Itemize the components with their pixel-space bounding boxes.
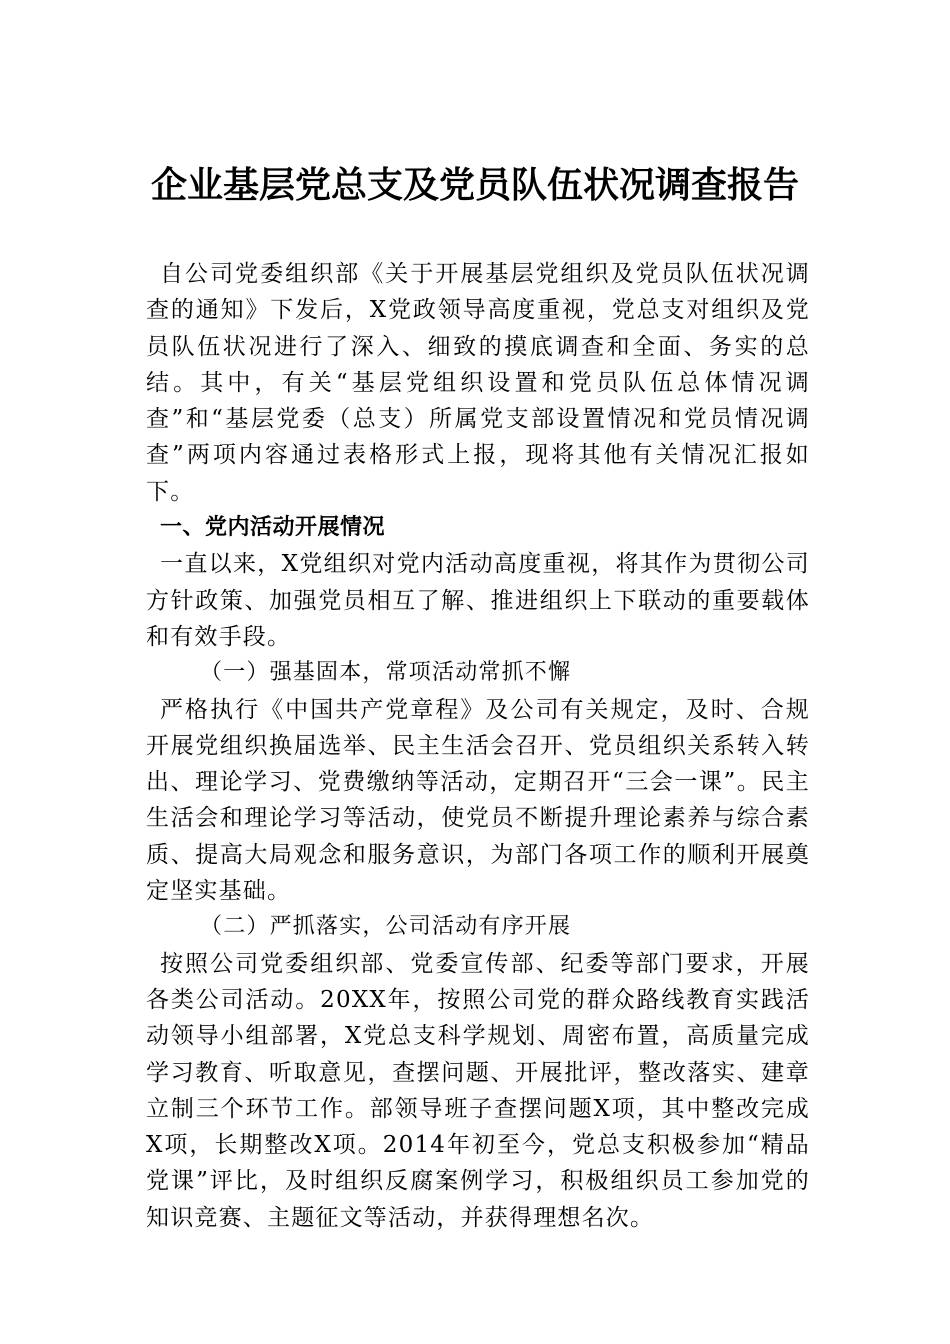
- section-intro-paragraph: 一直以来，X党组织对党内活动高度重视，将其作为贯彻公司方针政策、加强党员相互了解、推进组织上下联动的重要载体和有效手段。: [146, 551, 810, 650]
- subsection-paragraph-2: 按照公司党委组织部、党委宣传部、纪委等部门要求，开展各类公司活动。20XX年，按照公司党的群众路线教育实践活动领导小组部署，X党总支科学规划、周密布置，高质量完成学习教育、听取意见，查摆问题、开展批评，整改落实、建章立制三个环节工作。部领导班子查摆问题X项，其中整改完成X项，长期整改X项。2014年初至今，党总支积极参加“精品党课”评比，及时组织反腐案例学习，积极组织员工参加党的知识竞赛、主题征文等活动，并获得理想名次。: [146, 950, 810, 1231]
- document-title: 企业基层党总支及党员队伍状况调查报告: [150, 165, 799, 206]
- document-body: [146, 256, 810, 1236]
- section-heading-party-activities: 一、党内活动开展情况: [160, 515, 386, 541]
- intro-paragraph: 自公司党委组织部《关于开展基层党组织及党员队伍状况调查的通知》下发后，X党政领导高度重视，党总支对组织及党员队伍状况进行了深入、细致的摸底调查和全面、务实的总结。其中，有关“基层党组织设置和党员队伍总体情况调查”和“基层党委（总支）所属党支部设置情况和党员情况调查”两项内容通过表格形式上报，现将其他有关情况汇报如下。: [146, 261, 810, 505]
- subsection-heading-2: （二）严抓落实，公司活动有序开展: [200, 914, 572, 940]
- subsection-heading-1: （一）强基固本，常项活动常抓不懈: [200, 660, 572, 686]
- subsection-paragraph-1: 严格执行《中国共产党章程》及公司有关规定，及时、合规开展党组织换届选举、民主生活会召开、党员组织关系转入转出、理论学习、党费缴纳等活动，定期召开“三会一课”。民主生活会和理论学习等活动，使党员不断提升理论素养与综合素质、提高大局观念和服务意识，为部门各项工作的顺利开展奠定坚实基础。: [146, 696, 810, 905]
